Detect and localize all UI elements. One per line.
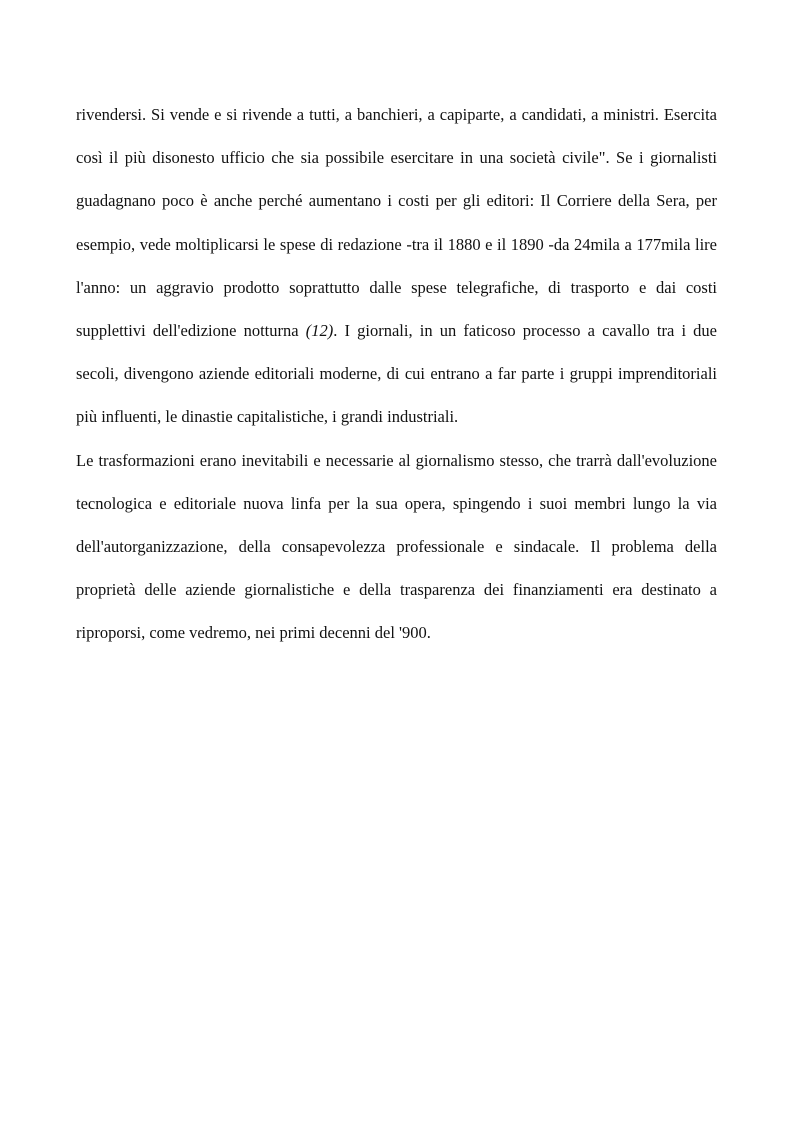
- paragraph-1-text-end: . I giornali, in un faticoso processo a cavallo tra i due secoli, divengono aziende editoriali moderne, di cui entrano a far parte i gruppi imprenditoriali più influenti, le dinastie capitalistiche, i grandi industriali.: [76, 321, 718, 427]
- body-text: [76, 93, 717, 655]
- footnote-reference: (12): [305, 321, 334, 341]
- paragraph-1: [76, 93, 717, 439]
- paragraph-1-text-start: rivendersi. Si vende e si rivende a tutti, a banchieri, a capiparte, a candidati, a ministri. Esercita così il più disonesto ufficio che sia possibile esercitare in una società civile". Se i giornalisti guadagnano poco è anche perché aumentano i costi per gli editori: Il Corriere della Sera, per esempio, vede moltiplicarsi le spese di redazione -tra il 1880 e il 1890 -da 24mila a 177mila lire l'anno: un aggravio prodotto soprattutto dalle spese telegrafiche, di trasporto e dai costi supplettivi dell'edizione notturna: [76, 105, 717, 341]
- paragraph-2: Le trasformazioni erano inevitabili e necessarie al giornalismo stesso, che trarrà dall'evoluzione tecnologica e editoriale nuova linfa per la sua opera, spingendo i suoi membri lungo la via dell'autorganizzazione, della consapevolezza professionale e sindacale. Il problema della proprietà delle aziende giornalistiche e della trasparenza dei finanziamenti era destinato a riproporsi, come vedremo, nei primi decenni del '900.: [76, 450, 717, 643]
